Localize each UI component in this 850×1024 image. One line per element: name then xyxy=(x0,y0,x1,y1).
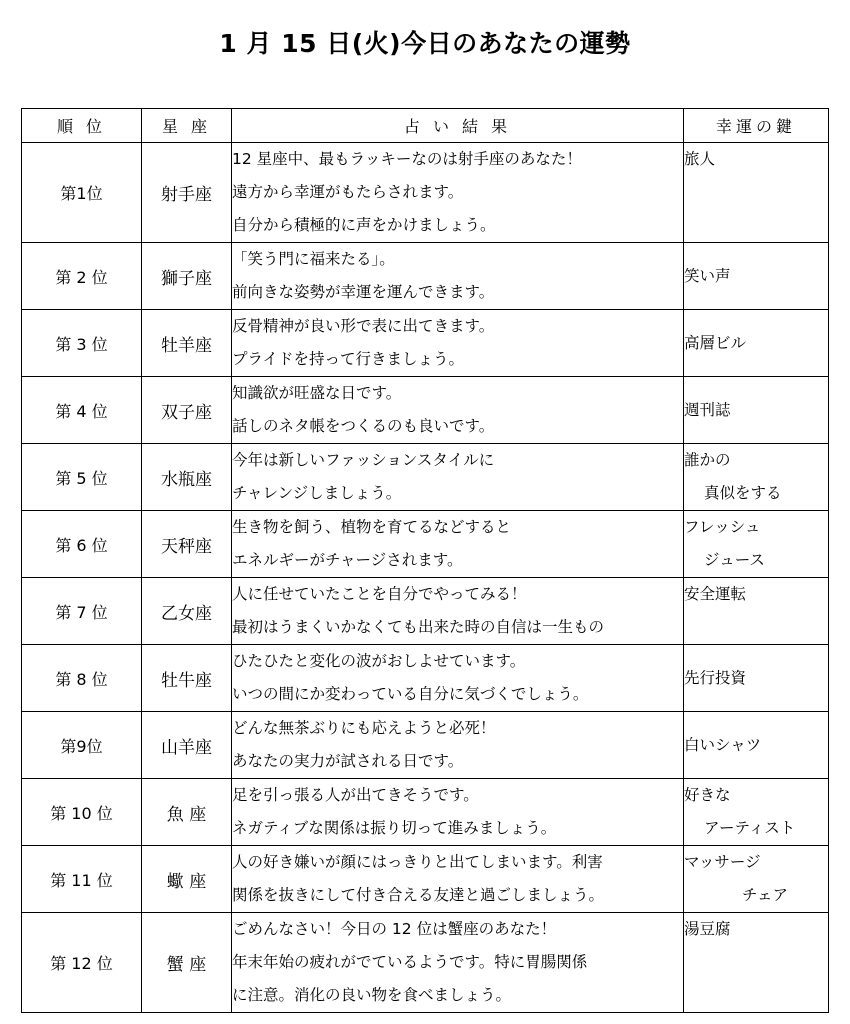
key-cell xyxy=(684,645,829,712)
table-row xyxy=(22,143,829,243)
sign-cell: 蠍 座 xyxy=(142,846,232,913)
sign-cell: 蟹 座 xyxy=(142,913,232,1013)
header-sign: 星 座 xyxy=(142,109,232,143)
table-row xyxy=(22,913,829,1013)
key-cell xyxy=(684,913,829,1013)
page-title: 1 月 15 日(火)今日のあなたの運勢 xyxy=(219,29,631,58)
result-line: 足を引っ張る人が出てきそうです。 xyxy=(232,786,479,804)
result-line: 話しのネタ帳をつくるのも良いです。 xyxy=(232,417,495,435)
table-row xyxy=(22,846,829,913)
sign-cell: 射手座 xyxy=(142,143,232,243)
rank-cell: 第 11 位 xyxy=(22,846,142,913)
result-line: 最初はうまくいかなくても出来た時の自信は一生もの xyxy=(232,618,605,636)
sign-cell: 天秤座 xyxy=(142,511,232,578)
sign-cell: 魚 座 xyxy=(142,779,232,846)
key-line: 週刊誌 xyxy=(684,400,731,419)
key-line: マッサージ xyxy=(684,853,761,871)
key-cell xyxy=(684,143,829,243)
rank-cell: 第 7 位 xyxy=(22,578,142,645)
table-row xyxy=(22,377,829,444)
header-rank: 順 位 xyxy=(22,109,142,143)
rank-cell: 第 6 位 xyxy=(22,511,142,578)
header-row xyxy=(22,109,829,143)
header-key: 幸運の鍵 xyxy=(684,109,829,143)
rank-cell: 第 12 位 xyxy=(22,913,142,1013)
key-line: 旅人 xyxy=(684,150,716,168)
result-cell xyxy=(232,779,684,846)
sign-cell: 牡羊座 xyxy=(142,310,232,377)
key-line: 高層ビル xyxy=(684,333,747,352)
key-line: アーティスト xyxy=(704,819,796,837)
result-cell xyxy=(232,712,684,779)
key-cell xyxy=(684,779,829,846)
key-line: 笑い声 xyxy=(684,266,731,285)
result-cell xyxy=(232,444,684,511)
key-line: 安全運転 xyxy=(684,585,747,603)
key-cell xyxy=(684,511,829,578)
result-cell xyxy=(232,913,684,1013)
result-cell xyxy=(232,511,684,578)
result-line: 前向きな姿勢が幸運を運んできます。 xyxy=(232,283,495,301)
rank-cell: 第 2 位 xyxy=(22,243,142,310)
result-line: 知識欲が旺盛な日です。 xyxy=(232,384,402,402)
header-result: 占 い 結 果 xyxy=(232,109,684,143)
rank-cell: 第9位 xyxy=(22,712,142,779)
result-line: 生き物を飼う、植物を育てるなどすると xyxy=(232,518,512,536)
result-cell xyxy=(232,645,684,712)
result-cell xyxy=(232,846,684,913)
result-line: 遠方から幸運がもたらされます。 xyxy=(232,183,464,201)
rank-cell: 第 4 位 xyxy=(22,377,142,444)
table-row xyxy=(22,779,829,846)
key-cell xyxy=(684,578,829,645)
table-row xyxy=(22,243,829,310)
key-line: 先行投資 xyxy=(684,668,747,687)
key-cell xyxy=(684,310,829,377)
sign-cell: 牡牛座 xyxy=(142,645,232,712)
result-line: に注意。消化の良い物を食べましょう。 xyxy=(232,986,512,1004)
sign-cell: 獅子座 xyxy=(142,243,232,310)
sign-cell: 水瓶座 xyxy=(142,444,232,511)
key-cell xyxy=(684,377,829,444)
rank-cell: 第 8 位 xyxy=(22,645,142,712)
result-cell xyxy=(232,578,684,645)
table-row xyxy=(22,310,829,377)
result-line: 「笑う門に福来たる」。 xyxy=(232,250,395,268)
table-row xyxy=(22,511,829,578)
key-cell xyxy=(684,243,829,310)
result-line: 関係を抜きにして付き合える友達と過ごしましょう。 xyxy=(232,886,605,904)
result-line: ひたひたと変化の波がおしよせています。 xyxy=(232,652,526,670)
result-line: チャレンジしましょう。 xyxy=(232,484,402,502)
sign-cell: 山羊座 xyxy=(142,712,232,779)
result-line: エネルギーがチャージされます。 xyxy=(232,551,463,569)
rank-cell: 第1位 xyxy=(22,143,142,243)
sign-cell: 乙女座 xyxy=(142,578,232,645)
key-line: フレッシュ xyxy=(684,518,761,536)
rank-cell: 第 10 位 xyxy=(22,779,142,846)
result-cell xyxy=(232,143,684,243)
table-row xyxy=(22,645,829,712)
key-line: ジュース xyxy=(704,551,765,569)
key-cell xyxy=(684,444,829,511)
result-line: 年末年始の疲れがでているようです。特に胃腸関係 xyxy=(232,953,588,971)
fortune-table xyxy=(21,108,829,1013)
rank-cell: 第 3 位 xyxy=(22,310,142,377)
key-line: 好きな xyxy=(684,786,731,804)
result-line: いつの間にか変わっている自分に気づくでしょう。 xyxy=(232,685,589,703)
result-line: 自分から積極的に声をかけましょう。 xyxy=(232,216,496,234)
result-cell xyxy=(232,310,684,377)
key-line: 湯豆腐 xyxy=(684,920,731,938)
result-line: プライドを持って行きましょう。 xyxy=(232,350,465,368)
result-cell xyxy=(232,243,684,310)
key-cell xyxy=(684,712,829,779)
key-line: 誰かの xyxy=(684,451,731,469)
rank-cell: 第 5 位 xyxy=(22,444,142,511)
key-line: 白いシャツ xyxy=(684,735,762,754)
result-line: あなたの実力が試される日です。 xyxy=(232,752,464,770)
result-line: 人に任せていたことを自分でやってみる！ xyxy=(232,585,527,603)
table-row xyxy=(22,444,829,511)
sign-cell: 双子座 xyxy=(142,377,232,444)
result-line: どんな無茶ぶりにも応えようと必死！ xyxy=(232,719,496,737)
result-line: ネガティブな関係は振り切って進みましょう。 xyxy=(232,819,557,837)
result-line: 人の好き嫌いが顔にはっきりと出てしまいます。利害 xyxy=(232,853,603,871)
key-cell xyxy=(684,846,829,913)
result-line: 今年は新しいファッションスタイルに xyxy=(232,451,495,469)
result-line: 反骨精神が良い形で表に出てきます。 xyxy=(232,317,495,335)
result-line: ごめんなさい！今日の 12 位は蟹座のあなた！ xyxy=(232,920,557,938)
key-line: 真似をする xyxy=(704,484,782,502)
result-line: 12 星座中、最もラッキーなのは射手座のあなた！ xyxy=(232,150,582,168)
result-cell xyxy=(232,377,684,444)
key-line: チェア xyxy=(742,886,789,904)
table-row xyxy=(22,712,829,779)
table-row xyxy=(22,578,829,645)
